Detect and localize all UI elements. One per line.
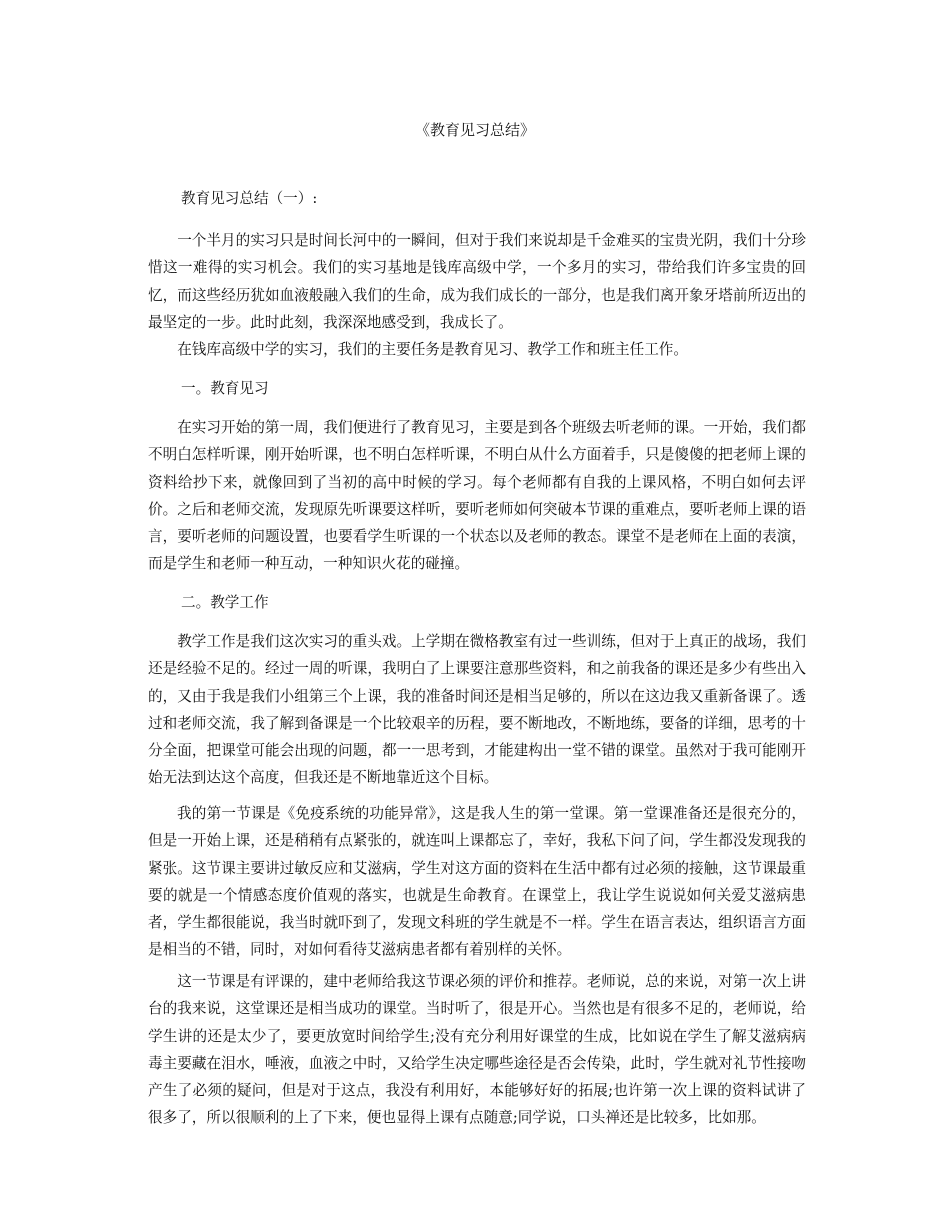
section-heading-observation: 一。教育见习 <box>181 380 269 397</box>
document-subtitle: 教育见习总结（一）: <box>181 190 318 207</box>
section-heading-teaching: 二。教学工作 <box>181 594 269 611</box>
paragraph-tasks: 在钱库高级中学的实习，我们的主要任务是教育见习、教学工作和班主任工作。 <box>177 341 688 358</box>
document-title: 《教育见习总结》 <box>414 121 535 139</box>
paragraph-first-lesson: 我的第一节课是《免疫系统的功能异常》，这是我人生的第一堂课。第一堂课准备还是很充分的，但是一开始上课，还是稍稍有点紧张的，就连叫上课都忘了，幸好，我私下问了问，学生都没发现我的紧张。这节课主要讲过敏反应和艾滋病，学生对这方面的资料在生活中都有过必须的接触，这节课最重要的就是一个情感态度价值观的落实，也就是生命教育。在课堂上，我让学生说说如何关爱艾滋病患者，学生都很能说，我当时就吓到了，发现文科班的学生就是不一样。学生在语言表达，组织语言方面是相当的不错，同时，对如何看待艾滋病患者都有着别样的关怀。 <box>148 805 806 959</box>
paragraph-observation: 在实习开始的第一周，我们便进行了教育见习，主要是到各个班级去听老师的课。一开始，我们都不明白怎样听课，刚开始听课，也不明白怎样听课，不明白从什么方面着手，只是傻傻的把老师上课的资料给抄下来，就像回到了当初的高中时候的学习。每个老师都有自我的上课风格，不明白如何去评价。之后和老师交流，发现原先听课要这样听，要听老师如何突破本节课的重难点，要听老师上课的语言，要听老师的问题设置，也要看学生听课的一个状态以及老师的教态。课堂不是老师在上面的表演，而是学生和老师一种互动，一种知识火花的碰撞。 <box>148 419 806 573</box>
paragraph-evaluation: 这一节课是有评课的，建中老师给我这节课必须的评价和推荐。老师说，总的来说，对第一次上讲台的我来说，这堂课还是相当成功的课堂。当时听了，很是开心。当然也是有很多不足的，老师说，给学生讲的还是太少了，要更放宽时间给学生;没有充分利用好课堂的生成，比如说在学生了解艾滋病病毒主要藏在泪水，唾液，血液之中时，又给学生决定哪些途径是否会传染，此时，学生就对礼节性接吻产生了必须的疑问，但是对于这点，我没有利用好，本能够好好的拓展;也许第一次上课的资料试讲了很多了，所以很顺利的上了下来，便也显得上课有点随意;同学说，口头禅还是比较多，比如那。 <box>148 973 806 1127</box>
paragraph-teaching: 教学工作是我们这次实习的重头戏。上学期在微格教室有过一些训练，但对于上真正的战场，我们还是经验不足的。经过一周的听课，我明白了上课要注意那些资料，和之前我备的课还是多少有些出入的，又由于我是我们小组第三个上课，我的准备时间还是相当足够的，所以在这边我又重新备课了。透过和老师交流，我了解到备课是一个比较艰辛的历程，要不断地改，不断地练，要备的详细，思考的十分全面，把课堂可能会出现的问题，都一一思考到，才能建构出一堂不错的课堂。虽然对于我可能刚开始无法到达这个高度，但我还是不断地靠近这个目标。 <box>148 633 806 787</box>
paragraph-intro: 一个半月的实习只是时间长河中的一瞬间，但对于我们来说却是千金难买的宝贵光阴，我们十分珍惜这一难得的实习机会。我们的实习基地是钱库高级中学，一个多月的实习，带给我们许多宝贵的回忆，而这些经历犹如血液般融入我们的生命，成为我们成长的一部分，也是我们离开象牙塔前所迈出的最坚定的一步。此时此刻，我深深地感受到，我成长了。 <box>148 232 806 331</box>
